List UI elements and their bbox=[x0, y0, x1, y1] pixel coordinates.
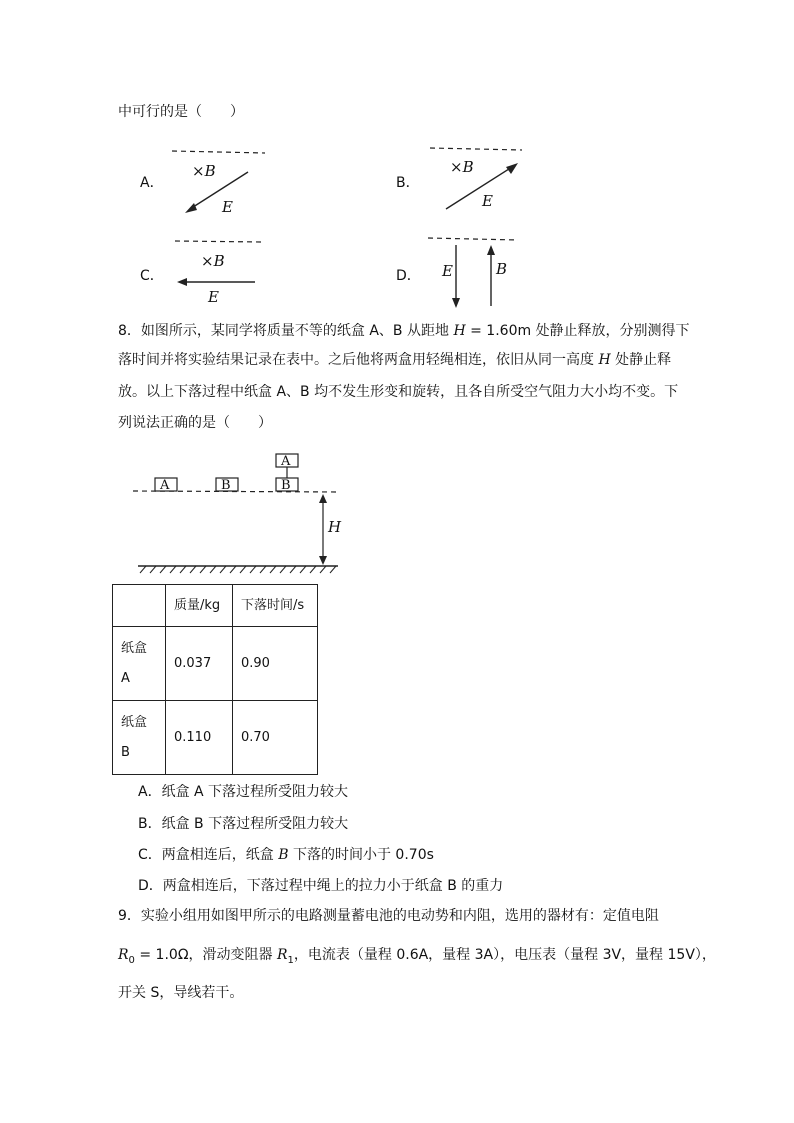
table-row-label: 纸盒 A bbox=[113, 627, 166, 701]
q8-ground-hatch bbox=[140, 566, 336, 573]
q8-stem-line-3: 放。以上下落过程中纸盒 A、B 均不发生形变和旋转，且各自所受空气阻力大小均不变。下 bbox=[118, 384, 679, 400]
q8-stem-line-4: 列说法正确的是（ ） bbox=[118, 415, 272, 431]
q8-data-table bbox=[112, 584, 318, 775]
q7-d-e-label: E bbox=[442, 262, 453, 280]
table-header-row bbox=[113, 585, 318, 627]
q7-c-e-label: E bbox=[208, 288, 219, 306]
table-header-cell: 质量/kg bbox=[166, 585, 233, 627]
q8-choice-a[interactable]: A．纸盒 A 下落过程所受阻力较大 bbox=[138, 784, 349, 800]
q8-stack-top-label: A bbox=[281, 454, 291, 469]
q7-option-c-label[interactable]: C． bbox=[140, 268, 164, 284]
q8-stack-bottom-label: B bbox=[281, 478, 291, 493]
table-header-cell bbox=[113, 585, 166, 627]
q8-choice-d[interactable]: D．两盒相连后，下落过程中绳上的拉力小于纸盒 B 的重力 bbox=[138, 878, 504, 894]
table-row bbox=[113, 701, 318, 775]
table-header-cell: 下落时间/s bbox=[233, 585, 318, 627]
table-cell-time: 0.90 bbox=[233, 627, 318, 701]
q7-b-b-label: ×B bbox=[450, 158, 474, 176]
table-row bbox=[113, 627, 318, 701]
q7-option-b-label[interactable]: B． bbox=[396, 175, 420, 191]
table-cell-mass: 0.110 bbox=[166, 701, 233, 775]
q7-d-b-label: B bbox=[496, 260, 508, 278]
table-row-label: 纸盒 B bbox=[113, 701, 166, 775]
q8-choice-c[interactable]: C．两盒相连后，纸盒 B 下落的时间小于 0.70s bbox=[138, 847, 434, 863]
q7-b-e-label: E bbox=[482, 192, 493, 210]
q9-stem-line-2: $R_0 = 1.0\Omega$，滑动变阻器 $R_1$，电流表（量程 0.6A，量程 3A），电压表（量程 3V，量程 15V）， bbox=[118, 947, 716, 966]
q7-option-a-label[interactable]: A． bbox=[140, 175, 164, 191]
q8-stem-line-2: 落时间并将实验结果记录在表中。之后他将两盒用轻绳相连，依旧从同一高度 H 处静止释 bbox=[118, 352, 672, 368]
q7-option-d-label[interactable]: D． bbox=[396, 268, 421, 284]
q8-height-label: H bbox=[328, 518, 342, 536]
q7-stem-tail: 中可行的是（ ） bbox=[118, 104, 244, 120]
q7-c-b-label: ×B bbox=[201, 252, 225, 270]
q7-a-e-label: E bbox=[222, 198, 233, 216]
q8-box-b-label: B bbox=[221, 478, 231, 493]
q9-stem-line-1: 9．实验小组用如图甲所示的电路测量蓄电池的电动势和内阻，选用的器材有：定值电阻 bbox=[118, 908, 659, 924]
q9-stem-line-3: 开关 S，导线若干。 bbox=[118, 985, 244, 1001]
table-cell-mass: 0.037 bbox=[166, 627, 233, 701]
q8-height-arrow-down bbox=[319, 556, 327, 565]
q8-height-arrow-up bbox=[319, 494, 327, 503]
q8-box-a-label: A bbox=[160, 478, 170, 493]
q7-a-b-label: ×B bbox=[192, 162, 216, 180]
table-cell-time: 0.70 bbox=[233, 701, 318, 775]
q8-choice-b[interactable]: B．纸盒 B 下落过程所受阻力较大 bbox=[138, 816, 349, 832]
q8-stem-line-1: 8．如图所示，某同学将质量不等的纸盒 A、B 从距地 H = 1.60m 处静止释放，分别测得下 bbox=[118, 323, 690, 339]
